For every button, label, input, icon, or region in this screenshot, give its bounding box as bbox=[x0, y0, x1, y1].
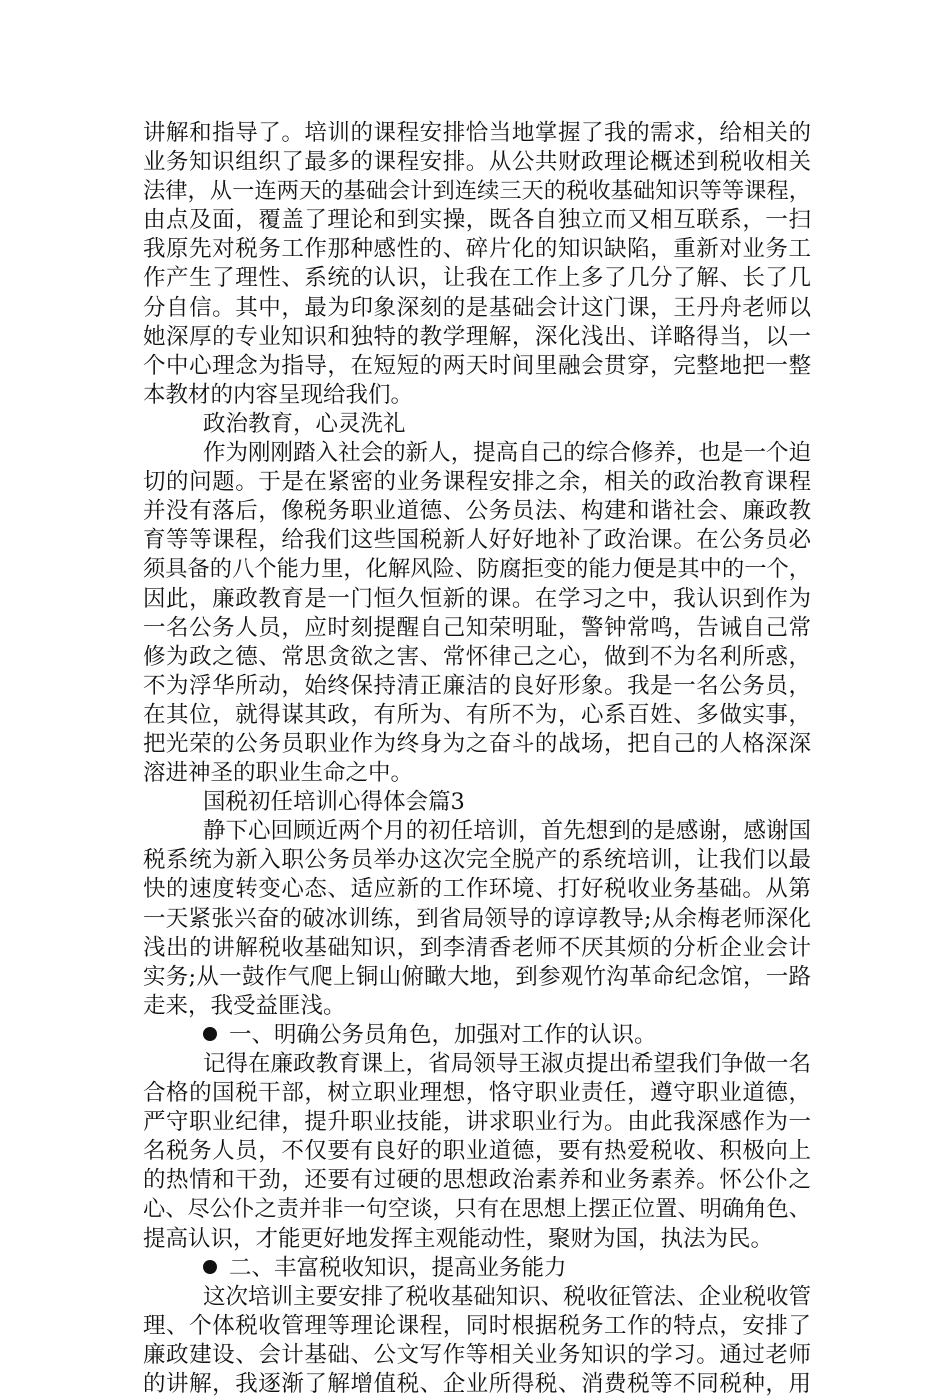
line-text: 因此，廉政教育是一门恒久恒新的课。在学习之中，我认识到作为 bbox=[143, 585, 811, 612]
line-text: 名税务人员，不仅要有良好的职业道德，要有热爱税收、积极向上 bbox=[143, 1138, 811, 1165]
paragraph-line bbox=[143, 1137, 811, 1166]
line-text: 我原先对税务工作那种感性的、碎片化的知识缺陷，重新对业务工 bbox=[143, 236, 811, 263]
paragraph-line bbox=[143, 934, 811, 963]
paragraph-line bbox=[143, 1312, 811, 1341]
paragraph-line bbox=[143, 1225, 811, 1254]
line-text: 国税初任培训心得体会篇3 bbox=[203, 789, 465, 816]
line-text: 育等等课程，给我们这些国税新人好好地补了政治课。在公务员必 bbox=[143, 527, 811, 554]
line-text: 政治教育，心灵洗礼 bbox=[203, 410, 406, 437]
line-text: 一天紧张兴奋的破冰训练，到省局领导的谆谆教导;从余梅老师深化 bbox=[143, 905, 811, 932]
paragraph-line bbox=[143, 497, 811, 526]
line-text: 廉政建设、会计基础、公文写作等相关业务知识的学习。通过老师 bbox=[143, 1341, 811, 1368]
line-text: 须具备的八个能力里，化解风险、防腐拒变的能力便是其中的一个， bbox=[143, 556, 811, 583]
line-text: 静下心回顾近两个月的初任培训，首先想到的是感谢，感谢国 bbox=[203, 818, 811, 845]
line-text: 作为刚刚踏入社会的新人，提高自己的综合修养，也是一个迫 bbox=[203, 440, 811, 467]
line-text: 她深厚的专业知识和独特的教学理解，深化浅出、详略得当，以一 bbox=[143, 323, 811, 350]
bullet-heading bbox=[143, 1021, 811, 1050]
paragraph-first-line bbox=[143, 439, 811, 468]
paragraph-line bbox=[143, 1166, 811, 1195]
bullet-heading bbox=[143, 1254, 811, 1283]
line-text: 由点及面，覆盖了理论和到实操，既各自独立而又相互联系，一扫 bbox=[143, 207, 811, 234]
paragraph-line bbox=[143, 992, 811, 1021]
paragraph-first-line bbox=[143, 1050, 811, 1079]
paragraph-line bbox=[143, 1370, 811, 1399]
paragraph-line bbox=[143, 730, 811, 759]
line-text: 浅出的讲解税收基础知识，到李清香老师不厌其烦的分析企业会计 bbox=[143, 934, 811, 961]
paragraph-line bbox=[143, 905, 811, 934]
line-text: 合格的国税干部，树立职业理想，恪守职业责任，遵守职业道德， bbox=[143, 1080, 811, 1107]
line-text: 快的速度转变心态、适应新的工作环境、打好税收业务基础。从第 bbox=[143, 876, 811, 903]
paragraph-line bbox=[143, 963, 811, 992]
paragraph-line bbox=[143, 614, 811, 643]
line-text: 走来，我受益匪浅。 bbox=[143, 992, 346, 1019]
line-text: 这次培训主要安排了税收基础知识、税收征管法、企业税收管 bbox=[203, 1283, 811, 1310]
paragraph-line bbox=[143, 206, 811, 235]
paragraph-line bbox=[143, 643, 811, 672]
paragraph-line bbox=[143, 119, 811, 148]
paragraph-line bbox=[143, 759, 811, 788]
line-text: 的讲解，我逐渐了解增值税、企业所得税、消费税等不同税种，用 bbox=[143, 1371, 811, 1398]
line-text: 的热情和干劲，还要有过硬的思想政治素养和业务素养。怀公仆之 bbox=[143, 1167, 811, 1194]
paragraph-line bbox=[143, 177, 811, 206]
paragraph-line bbox=[143, 585, 811, 614]
line-text: 不为浮华所动，始终保持清正廉洁的良好形象。我是一名公务员， bbox=[143, 672, 811, 699]
line-text: 理、个体税收管理等理论课程，同时根据税务工作的特点，安排了 bbox=[143, 1312, 811, 1339]
line-text: 溶进神圣的职业生命之中。 bbox=[143, 760, 414, 787]
line-text: 个中心理念为指导，在短短的两天时间里融会贯穿，完整地把一整 bbox=[143, 352, 811, 379]
paragraph-line bbox=[143, 148, 811, 177]
line-text: 实务;从一鼓作气爬上铜山俯瞰大地，到参观竹沟革命纪念馆，一路 bbox=[143, 963, 811, 990]
paragraph-line bbox=[143, 323, 811, 352]
paragraph-line bbox=[143, 264, 811, 293]
paragraph-line bbox=[143, 1108, 811, 1137]
line-text: 切的问题。于是在紧密的业务课程安排之余，相关的政治教育课程 bbox=[143, 469, 811, 496]
paragraph-first-line bbox=[143, 1283, 811, 1312]
document-body bbox=[143, 119, 811, 1399]
paragraph-line bbox=[143, 468, 811, 497]
line-text: 在其位，就得谋其政，有所为、有所不为，心系百姓、多做实事， bbox=[143, 701, 811, 728]
line-text: 讲解和指导了。培训的课程安排恰当地掌握了我的需求，给相关的 bbox=[143, 120, 811, 146]
paragraph-line bbox=[143, 526, 811, 555]
bullet-icon bbox=[203, 1027, 217, 1041]
line-text: 并没有落后，像税务职业道德、公务员法、构建和谐社会、廉政教 bbox=[143, 498, 811, 525]
line-text: 分自信。其中，最为印象深刻的是基础会计这门课，王丹舟老师以 bbox=[143, 294, 811, 321]
bullet-icon bbox=[203, 1260, 217, 1274]
line-text: 修为政之德、常思贪欲之害、常怀律己之心，做到不为名利所惑， bbox=[143, 643, 811, 670]
line-text: 把光荣的公务员职业作为终身为之奋斗的战场，把自己的人格深深 bbox=[143, 730, 811, 757]
paragraph-line bbox=[143, 235, 811, 264]
line-text: 二、丰富税收知识，提高业务能力 bbox=[229, 1254, 567, 1281]
line-text: 提高认识，才能更好地发挥主观能动性，聚财为国，执法为民。 bbox=[143, 1225, 774, 1252]
line-text: 本教材的内容呈现给我们。 bbox=[143, 381, 414, 408]
paragraph-line bbox=[143, 352, 811, 381]
section-heading bbox=[143, 410, 811, 439]
line-text: 心、尽公仆之责并非一句空谈，只有在思想上摆正位置、明确角色、 bbox=[143, 1196, 811, 1223]
paragraph-first-line bbox=[143, 817, 811, 846]
line-text: 严守职业纪律，提升职业技能，讲求职业行为。由此我深感作为一 bbox=[143, 1109, 811, 1136]
paragraph-line bbox=[143, 381, 811, 410]
paragraph-line bbox=[143, 1341, 811, 1370]
paragraph-line bbox=[143, 1079, 811, 1108]
line-text: 作产生了理性、系统的认识，让我在工作上多了几分了解、长了几 bbox=[143, 265, 811, 292]
paragraph-line bbox=[143, 1195, 811, 1224]
section-heading bbox=[143, 788, 811, 817]
line-text: 业务知识组织了最多的课程安排。从公共财政理论概述到税收相关 bbox=[143, 149, 811, 176]
line-text: 记得在廉政教育课上，省局领导王淑贞提出希望我们争做一名 bbox=[203, 1051, 811, 1077]
line-text: 一、明确公务员角色，加强对工作的认识。 bbox=[229, 1021, 657, 1048]
paragraph-line bbox=[143, 701, 811, 730]
paragraph-line bbox=[143, 294, 811, 323]
paragraph-line bbox=[143, 875, 811, 904]
line-text: 税系统为新入职公务员举办这次完全脱产的系统培训，让我们以最 bbox=[143, 847, 811, 874]
paragraph-line bbox=[143, 555, 811, 584]
paragraph-line bbox=[143, 672, 811, 701]
line-text: 一名公务人员，应时刻提醒自己知荣明耻，警钟常鸣，告诫自己常 bbox=[143, 614, 811, 641]
paragraph-line bbox=[143, 846, 811, 875]
line-text: 法律，从一连两天的基础会计到连续三天的税收基础知识等等课程， bbox=[143, 178, 811, 205]
